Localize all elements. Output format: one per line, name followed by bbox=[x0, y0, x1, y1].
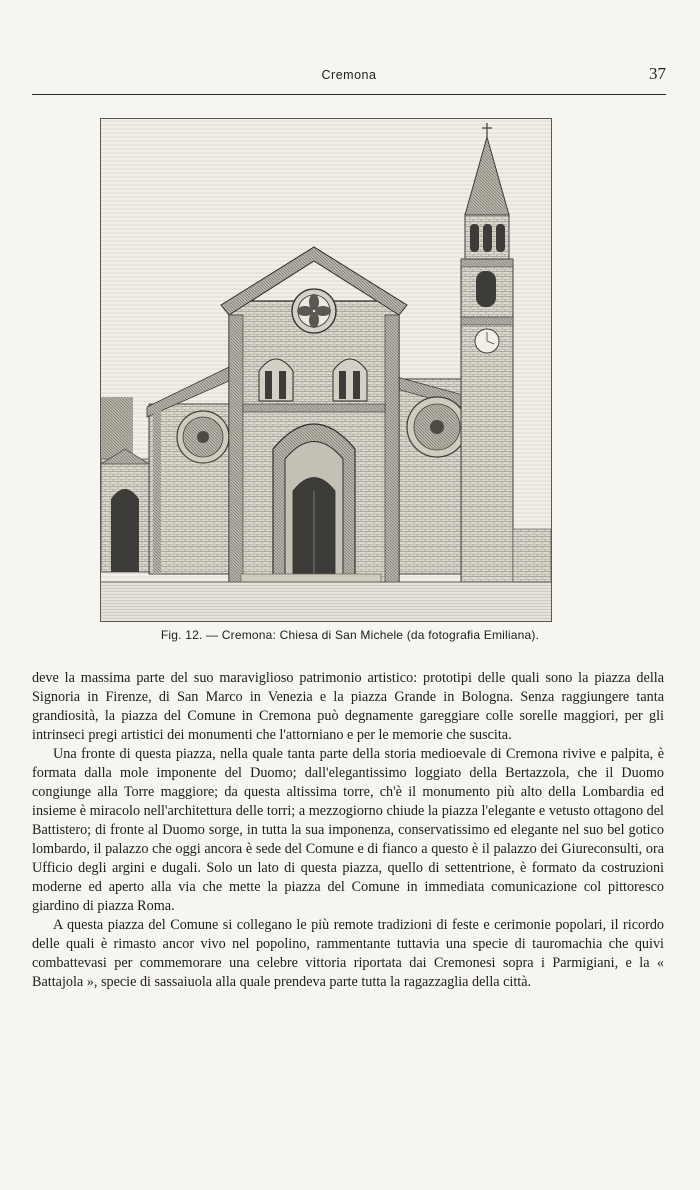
page-number: 37 bbox=[649, 64, 666, 83]
paragraph-1: deve la massima parte del suo maraviglioso patrimonio artistico: prototipi delle quali sono la piazza della Signoria in Firenze, di San Marco in Venezia e la piazza Grande in Bologna. Senza raggiungere tanta grandiosità, la piazza del Comune in Cremona può degnamente gareggiare colle sorelle maggiori, per gli intrinseci pregi artistici dei monumenti che l'attorniano e per le memorie che suscita. bbox=[32, 670, 664, 743]
figure-caption: Fig. 12. — Cremona: Chiesa di San Michele (da fotografia Emiliana). bbox=[160, 628, 540, 642]
church-engraving bbox=[100, 118, 552, 622]
header-rule bbox=[32, 94, 666, 95]
paragraph-3: A questa piazza del Comune si collegano le più remote tradizioni di feste e cerimonie popolari, il ricordo delle quali è rimasto ancor vivo nel popolino, rammentante tuttavia una specie di tauromachia che quivi combattevasi per commemorare una celebre vittoria riportata dai Cremonesi sopra i Parmigiani, e la « Battajola », specie di sassaiuola alla quale prendeva parte tutta la ragazzaglia della città. bbox=[32, 917, 664, 990]
body-text bbox=[32, 669, 664, 992]
running-head bbox=[32, 64, 666, 88]
running-title: Cremona bbox=[321, 68, 377, 82]
paragraph-2: Una fronte di questa piazza, nella quale tanta parte della storia medioevale di Cremona rivive e palpita, è formata dalla mole imponente del Duomo; dall'elegantissimo loggiato della Bertazzola, che il Duomo congiunge alla Torre maggiore; da questa altissima torre, ch'è il monumento più alto della Lombardia ed insieme è miracolo nell'architettura delle torri; a mezzogiorno chiude la piazza l'elegante e vetusto ottagono del Battistero; di fronte al Duomo sorge, in tutta la sua imponenza, conservatissimo ed elegante nel suo bel gotico lombardo, il palazzo che oggi ancora è sede del Comune e di fianco a questo è il palazzo dei Giureconsulti, ora Ufficio degli argini e dugali. Solo un lato di questa piazza, quello di settentrione, è formato da costruzioni moderne ed aperto alla via che mette la piazza del Comune in immediata comunicazione col pittoresco giardino di piazza Roma. bbox=[32, 746, 664, 914]
